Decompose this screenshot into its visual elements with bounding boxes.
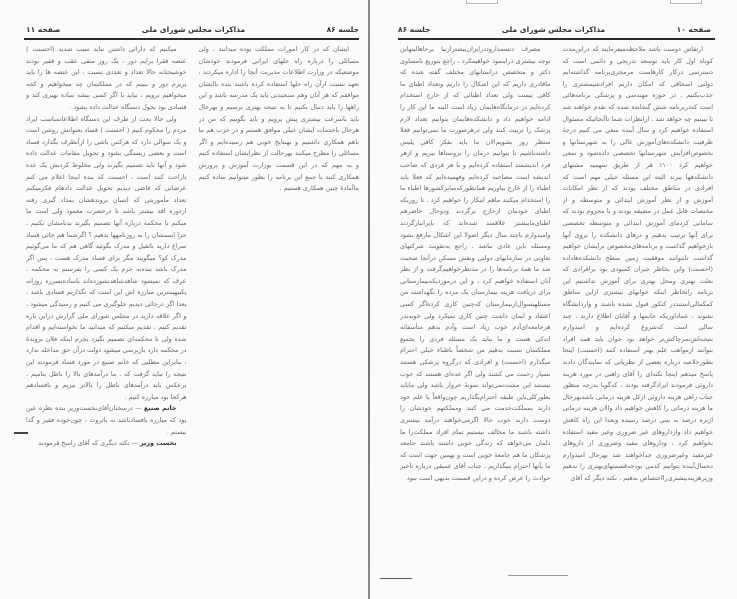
speech-text: — درسخنان‌آقای‌نخست‌وزیر بنده نظره‌ عین بود که مبارزه بافسادباشد نه باثروت ، چون‌خوده فقیر و گدا نیستم . bbox=[26, 404, 187, 436]
session-number: جلسه ۸۶ bbox=[398, 24, 431, 34]
speaker-paragraph bbox=[26, 403, 187, 438]
page-number: صفحه ۱۱ bbox=[26, 24, 61, 34]
speech-text: — نکته دیگری که آقای راسخ فرمودند bbox=[38, 439, 138, 448]
header-rule bbox=[398, 38, 715, 40]
header-rule bbox=[24, 38, 359, 40]
speaker-paragraph bbox=[26, 438, 187, 450]
speaker-name: خانم صنیع bbox=[143, 404, 177, 413]
scan-artifact bbox=[466, 0, 498, 4]
footnote-rule bbox=[380, 578, 412, 579]
text-column-right bbox=[563, 44, 714, 559]
left-page-header bbox=[26, 22, 359, 36]
text-column-left bbox=[26, 44, 187, 559]
publication-title: مذاکرات مجلس شورای ملی bbox=[141, 24, 246, 34]
scan-artifact bbox=[670, 0, 702, 4]
right-page-columns bbox=[400, 44, 713, 559]
footnote-rule bbox=[508, 575, 568, 576]
page-number: صفحه ۱۰ bbox=[676, 24, 711, 34]
speaker-name: نخست وزیر bbox=[139, 439, 177, 448]
right-page-header bbox=[398, 22, 711, 36]
publication-title: مذاکرات مجلس شورای ملی bbox=[501, 24, 606, 34]
text-column-left bbox=[400, 44, 551, 559]
text-column-right bbox=[199, 44, 360, 559]
paragraph: ایشان که در کار امورات مملکت بوده میدانند ، ولی مسائلی را درباره راه حلهای ایرانی فرمودند خودشان موضعیکه در وزارت اطلاعات مدیریت آنجا را اداره میکردند ، تعهد نسبت ازآن راه حلها استفاده کرده باشند بنده باایشان موافقم که هر آنان وهم سنجیدنی باید یک مدرسه باشد و این راهها را باید دنبال بکنیم تا به نتیجه بهتری برسیم و بهرحال باید باسرعت بیشتری پیش برویم و باید بگوییم که من در هرحال باخدمات ایشان خیلی موافق هستم و در حزب هم ما باهم همکاری داشتیم و بهنتایج خوبی هم رسیده‌ایم و اگر مسائلی را مطرح میکنند بهرحالت از نظرایشان استفاده کنیم و به مهم که در این قسمت بوزارت آموزش و پرورش همکاری کنند با جمع این برنامه را بطور میتوانیم ساده کنیم ماآمادهٔ چنین همکاری هستیم . bbox=[198, 45, 359, 193]
paragraph: میکنیم که دارائی داشتن نباید سبب شدید (احسنت ) عنصه فقرا برایم دور ، یک روز منفی عقب و فقیر بودند خوشبختانه حالا تعداد و تعددی نسبت ، این عنصه ها را باید بریزم دور و ببینم که در مملکتمان چه میخواهیم و کجه میخواهیم برویم ، نباید با اگر کسی بیشه ساده بهبری کند و فسادی بود بحول دستگاه عدالت داده بشود . bbox=[26, 45, 187, 111]
scan-mark bbox=[14, 432, 28, 434]
right-page bbox=[370, 0, 737, 599]
paragraph: ارتقاش دوست باشد ملاحظه‌میفرمایند که دراین‌مدت کوتاه اول کار باید توسعه تدریجی و دائمی است که دسترسی درکار کارهاست مرمجری‌برنامه‌ گذاشته‌ایم دولتی اسحاقی که امکان داریم افراد‌شیمشتری را جذب‌بکنیم . در حوزه مهندسی و پزشکی برنامه‌هائی است که‌دربرنامه‌ شش گنجانده شده که تقدم خواهند شد تا ببینیم چه خواهد شد ، ازانظرات شما تاآنجائیکه مسئوال استفاده خواهیم کرد و سال آینده سعی می کنیم درجهٔ ظرفیت دانشکده‌های‌آموزش عالی را به شهرستانها و بخصوص‌افزایش شهرستانها تخصصی داده‌شود و سعی خواهیم کرد ۱۰۰٪ هر از طریق سهمیه مشتهای دانشکدهها ببرند البته این مسئله خیلی مهم است که افرادی در مناطق مختلف بودند که از نظر امکانات آموزش و از نظر آموزش ابتدائی و متوسطه و از مختصات قابل عمل در مضیقه بودند و با محروم بودند که سامانی کردمای آموزش ابتدائی و متوسطه تخصصی برای آنها ترتیب بدهیم و درهای دانشکده را بروی آنها بازخواهیم گذاشت و برنامه‌های‌مخصوص برایشان خواهیم گذاشت تابتوانند موفقیت زمین سطح دانشکده‌ها‌داده (احسنت) واین بخاطر جبران کمبودی بود برافرادی که بعلت بهتری ومحل بهتری برای آموزش نداشتیم این برنامه رابخاطر اینکه جوانهای بیشتری ازاین مناطق کمکمالی‌استند‌در کنکور قبول نشده باشند و واردانشگاه نشوند ، عماداوزیکه خانمها و آقایان اطلاع دارند ، چند سالی است که‌شروع کرده‌ایم و امیدوارم نتیجه‌اش‌نمرچاکش‌تر خواهد بود جوان باید همه افراد بتوانند ازمواهب علم بهتر استفاده کنند (احسنت) اینجا بطورخلاصه درباره بعضی از نظریاتی که نمایندگان دادند پاسخ میدهم اینجا نکته‌ای را آقای زاهنی در مورد هزینه داروئی فرمودند ایراد‌گرفته بودند ، که‌گویا بدرجه منظور جناب زاهی هزینه داروئی ازکل هزینه درمانی باشدبهرحال ما هزینه درمانی را کاهش خواهیم داد والان هزینه درمانی ازبره درصد به سی درصد رسیده وبعدا این راه کاهش خواهیم داد وازداروهای غیر ضروری وغیر مفید استفاده نخواهیم کرد ، وداروهای مفید وضروری از داروهای غیرمفید وغیرضروری جداخواهند شد بهرحال امیدوارم‌ ده‌سال‌آینده‌ بتوانیم کدمی بودجه‌قسمتهای‌بهتری را بدهیم وزیرهزینه‌بیشتری‌را‌اختصاص بدهیم ، نکته دیگر که آقای bbox=[562, 45, 713, 482]
session-number: جلسه ۸۶ bbox=[326, 24, 359, 34]
paragraph: ولی حالا بحث از طرف این دستگاه اطلاعاتمناسب ایراد مردم را محکوم کنیم ( احسنت ) فساد بعنوانش روشن است و یک سوالی دارد که هرکس باشی را ازآنطرف بگذارد فساد است و بعضی زیستگی بشود و تحویل مقامات عدالت داده شود و آنها باید تصمیم بگیرند ولی مخلوط کردنش یک عده ناراحت کنند است ، احسنت که بنده اینجا اعلام می کنم عرضانی که قاضی دیدیم تحویل عدالت دادهام فکرمیکنم تعداد مأموریتی که انسان بروندهشان بمداد گیری رفته ازدوره اقد بیشتر باشد تا درحضرت معمود ولی است ما میکنم تا محکمه درباره آنها تصمیم بگیرند بدنامشان تکنیم ، حرا اسمشان را به روزنامهها بدهیم ؟ اگرشما هم جائی فساد سراغ دارید باتفیل و مدرک بگوئید گاهی هم که ما می‌گوئیم مدرک کو؟ میگویند مگر برای فساد مدرک هست ، پس اگر مدرک باشد بنده‌به جرم یک کسی را بفرستم به محکمه ، عرف که نمیشود شاهدشاهد‌نشورده‌اند باساده‌بسرزه روزانه یکبیهیمترین مبارزه اش این است که نگذاریم فسادی باشد ، بعدا اگر درجائی دیدیم جلوگیری می کنیم و رسیدگی میشود ، و اگر علاقه دارید در مجلس شورای ملی گزارش دراین باره تقدیم کنیم ، تقدیم میکنیم که میدانید ما نخواسته‌ایم و اقدام شده ولی تا محکمه‌ای تصمیم نگیرد بجرم اینکه فلان بروندهٔ در محکمه دارد بازپرسی میشود دولت درآن حق مداخله ندارد ، بنابراین مطلبی که خانم صنیع در مورد فساد فرمودند این نتیجه را تباید گرفت که ، ما درآمدهای بالا را باطل بنامیم ، برعکس باید درآمدهای باطل را بالاتر ببریم و بافسادهم هرکجا بود مبارزه کنیم . bbox=[26, 114, 187, 401]
left-page-columns bbox=[26, 44, 359, 559]
paragraph: مصرف دتسمدارود‌درایران‌بیشترازنیا برخاهالبتهاین توجه بیشتری درابنمود خواهیمکرد ، راجع بتوزیع نامساوی دکتر و متخصص دراستانهای مختلف گفته شده که ماقادری داریم که این اشکال را داریم وتعداد اطبای ما کافی نیست ولی تعداد اطبائی که از خارج استخدام کرده‌ایم در درمانگاه‌هایمان زیاد است البته ما این کار را ادامه خواهیم داد و دانشکده‌هایمان بتوانیم تعداد لازم پزشک را تربیت کنند ولی درهرصورت ما نمی‌توانیم فعلا منتظر روز بشویم‌الان ما باید بفکر کافی پلیس داشته‌باشیم تا بتوانیم درمان را بروستاها ببریم و ازهر فرد اندیشمند استفاده کرده‌ایم و با هر فردی که صاحب اندیشه است مصاحبه کرده‌ایم وفهمیده‌ایم که فعلا باید اطباء را از خارج بیاوریم همانطورکه‌سایرکشورها اطباء ما را استخدام میکنند ماهم اینکار را خواهیم کرد . تا روزیکه اطبای خودمان ازخارج برگردند ودوحال حاضرهم اطبای‌مابیشتر علاقمند شده‌اند که بایرانبازگردند وامیدوارم باچند سال دیگر اصولا این اشکال مارفع بشود ومسئله باین عادی نباشد . راجع به‌تقویت شرکتهای تعاونی در سازمانهای دولتی ونقش مسکن درآنجا صحبت شد ما همهٔ برنامه‌ها را در مدنظرخواهیم‌گرفت و از نظر آنان استفاده خواهیم کرد ، و این درموردیکه‌بیمارستانی برای دریافت هزینه بیمارستان یک مرده را نگهداشته من مسئلهبسوال‌ازبیمارستان که‌چنین کاری کرده‌اگر کسی اعتقاد و ایمان داشت چنین کاری نمیکرد ولی خوبه‌بدر هرجامعه‌ای‌آدم خوب زیاد است وآدم بدهم متأسفانه اندکی هست و ما نباید یک مسئله فردی را بجمیع مملکتمان نسبت بدهیم من شخصاً باطباء خیلی احترام میگذارم (احسنت) و افرادی که درگروه پزشکی هستند بسیار زحمت می کشند ولی اگر عده‌ای هستند که خوب نیستند این مشت‌نمی‌تواند نمونهٔ خروار باشد ولی ماباید بطورکلی‌باین طبقه احترام‌بگذاریم چون‌واقعاً با علم خود دارند بمملکت‌خدمت می کنند ومملکتهم خودشان را دوست دارند خوب حالا اگر‌می‌خواهند درآمد بیشتری داشته باشند ما مخالف نیستیم تمام افراد مملکت‌را ما دلمان می‌خواهد که زندگی خوبی داشته باشند جامعه پزشکان ما هم جامعهٔ خوبی است و بهمین جهت است که ما بآنها احترام میگذاریم ، جناب آقای عمیقی درباره تأخیر حوادث را عرض کرده و دراین قسمت بدیهی است بنود bbox=[400, 45, 551, 482]
